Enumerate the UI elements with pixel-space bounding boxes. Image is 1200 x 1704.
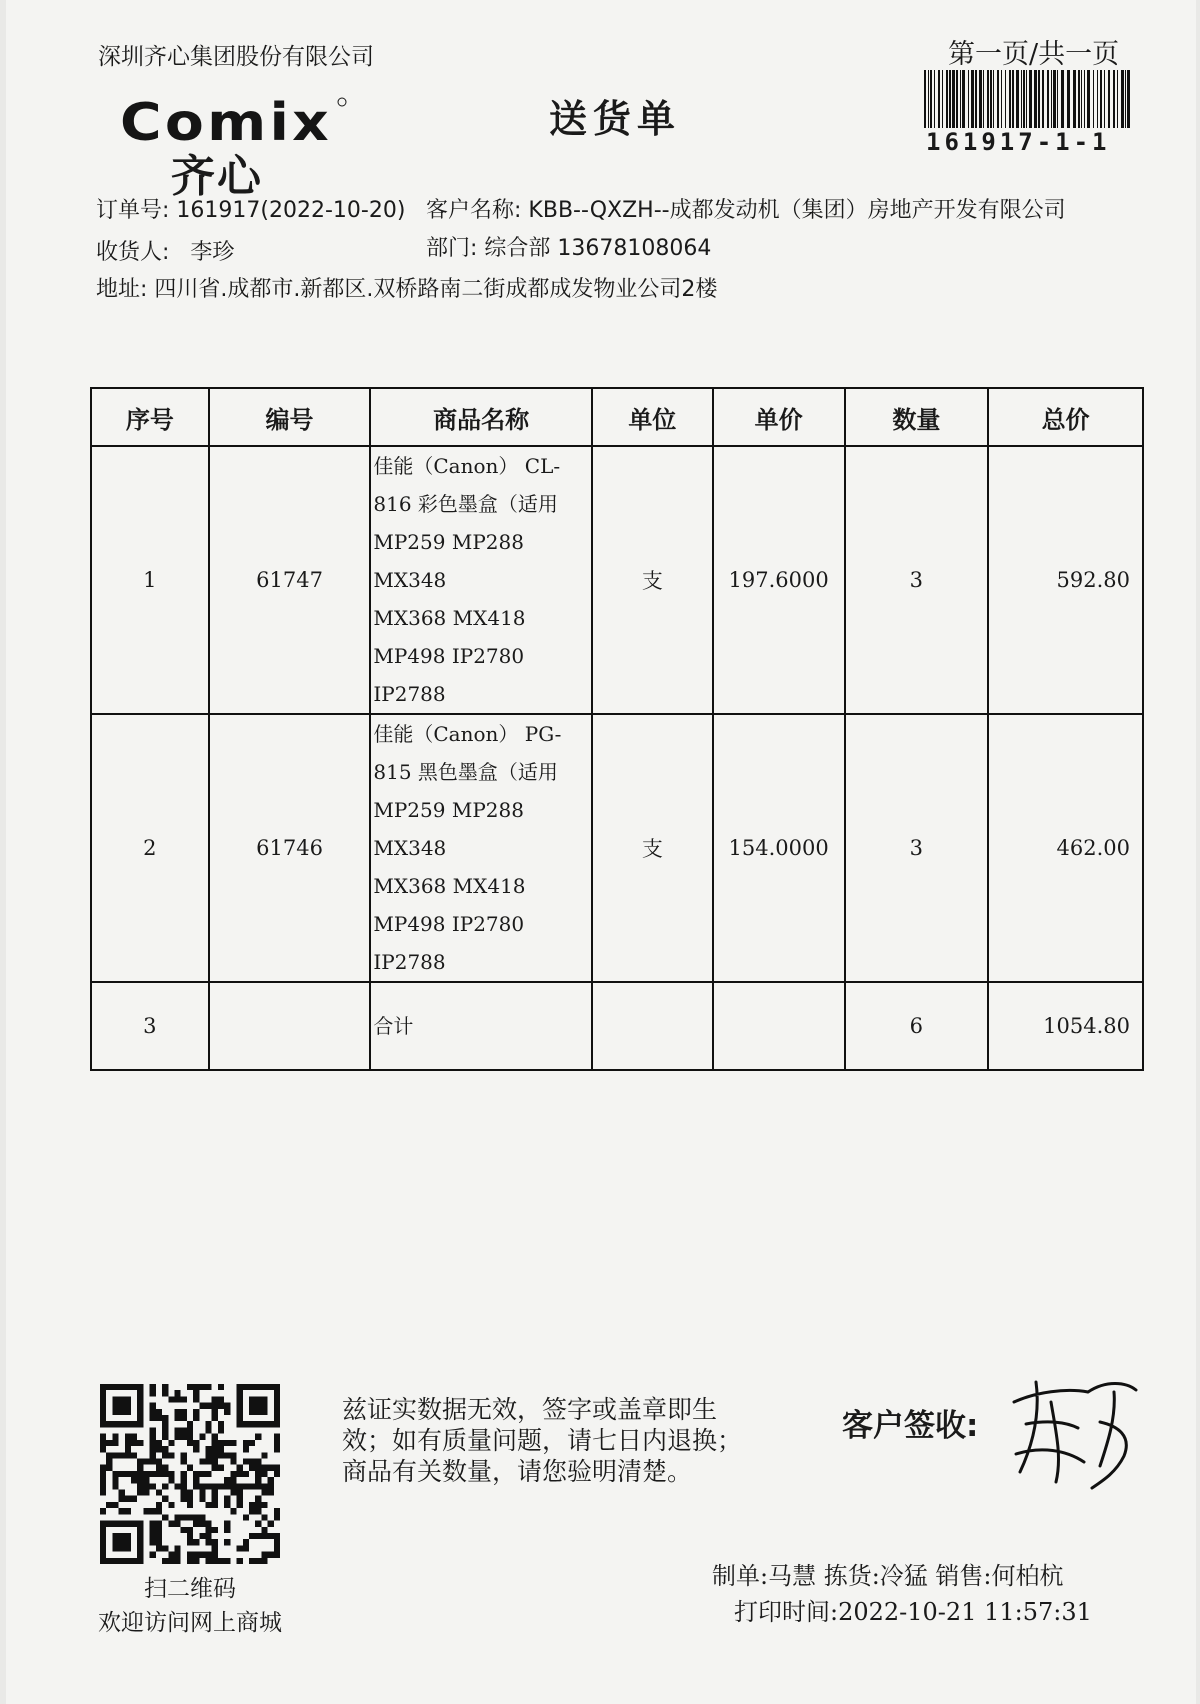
header-qty: 数量	[845, 388, 989, 446]
product-name-line: 815 黑色墨盒（适用	[373, 760, 558, 784]
cell-qty: 3	[845, 446, 989, 714]
total-label: 合计	[370, 982, 592, 1070]
order-value: 161917(2022-10-20)	[176, 198, 406, 223]
cell-code: 61747	[209, 446, 371, 714]
receiver-value: 李珍	[190, 240, 235, 265]
cell-price: 154.0000	[713, 714, 845, 982]
table-header-row	[91, 388, 1143, 446]
customer-name-field	[426, 193, 1066, 224]
header-total: 总价	[988, 388, 1143, 446]
product-name-line: MP498 IP2780 IP2788	[373, 644, 525, 706]
cell-product-name	[370, 446, 592, 714]
product-name-line: MX368 MX418	[373, 874, 526, 898]
cell-qty: 3	[845, 714, 989, 982]
cell-index: 2	[91, 714, 209, 982]
cell-unit: 支	[592, 714, 713, 982]
logo-text-cn: 齐心	[171, 151, 263, 202]
page-info: 第一页/共一页	[948, 39, 1120, 70]
qr-caption-1: 扫二维码	[144, 1576, 236, 1602]
grand-total: 1054.80	[988, 982, 1143, 1070]
print-time: 打印时间:2022-10-21 11:57:31	[734, 1598, 1092, 1626]
order-label: 订单号:	[96, 198, 170, 223]
product-name-line: MP259 MP288 MX348	[373, 530, 524, 592]
customer-label: 客户名称:	[426, 198, 522, 223]
dept-value: 综合部 13678108064	[484, 236, 712, 261]
cell-unit	[592, 982, 713, 1070]
receiver-field	[96, 235, 234, 266]
sign-label: 客户签收:	[842, 1408, 979, 1444]
product-name-line: 佳能（Canon） CL-	[373, 454, 561, 478]
cell-total: 592.80	[988, 446, 1143, 714]
barcode	[924, 70, 1136, 128]
header-name: 商品名称	[370, 388, 592, 446]
handwritten-signature	[996, 1362, 1146, 1492]
notice-text: 兹证实数据无效，签字或盖章即生效；如有质量问题，请七日内退换；商品有关数量，请您验明清楚。	[342, 1395, 743, 1486]
table-row	[91, 446, 1143, 714]
dept-label: 部门:	[426, 236, 478, 261]
cell-product-name	[370, 714, 592, 982]
address-label: 地址:	[96, 277, 148, 302]
cell-price: 197.6000	[713, 446, 845, 714]
address-field	[96, 272, 717, 303]
header-price: 单价	[713, 388, 845, 446]
customer-value: KBB--QXZH--成都发动机（集团）房地产开发有限公司	[528, 198, 1066, 223]
cell-index: 1	[91, 446, 209, 714]
cell-unit: 支	[592, 446, 713, 714]
header-unit: 单位	[592, 388, 713, 446]
address-value: 四川省.成都市.新都区.双桥路南二街成都成发物业公司2楼	[154, 277, 718, 302]
delivery-note-paper	[6, 0, 1196, 1704]
cell-code: 61746	[209, 714, 371, 982]
receiver-label: 收货人:	[96, 240, 170, 265]
product-name-line: 佳能（Canon） PG-	[373, 722, 562, 746]
header-index: 序号	[91, 388, 209, 446]
company-name: 深圳齐心集团股份有限公司	[98, 44, 374, 70]
header-code: 编号	[209, 388, 371, 446]
total-row	[91, 982, 1143, 1070]
product-name-line: MX368 MX418	[373, 606, 526, 630]
product-name-line: MP259 MP288 MX348	[373, 798, 524, 860]
cell-index: 3	[91, 982, 209, 1070]
cell-total: 462.00	[988, 714, 1143, 982]
table-row	[91, 714, 1143, 982]
logo-text-en: Comix	[120, 93, 332, 150]
document-title: 送货单	[549, 97, 682, 141]
product-name-line: 816 彩色墨盒（适用	[373, 492, 558, 516]
department-field	[426, 231, 711, 262]
cell-code	[209, 982, 371, 1070]
staff-line: 制单:马慧 拣货:冷猛 销售:何柏杭	[712, 1562, 1064, 1590]
product-name-line: MP498 IP2780 IP2788	[373, 912, 525, 974]
cell-price	[713, 982, 845, 1070]
items-table	[90, 387, 1144, 1071]
qr-code-icon	[100, 1384, 280, 1564]
order-number-field	[96, 193, 405, 224]
qr-caption-2: 欢迎访问网上商城	[98, 1610, 282, 1636]
barcode-number: 161917-1-1	[926, 128, 1111, 156]
total-qty: 6	[845, 982, 989, 1070]
